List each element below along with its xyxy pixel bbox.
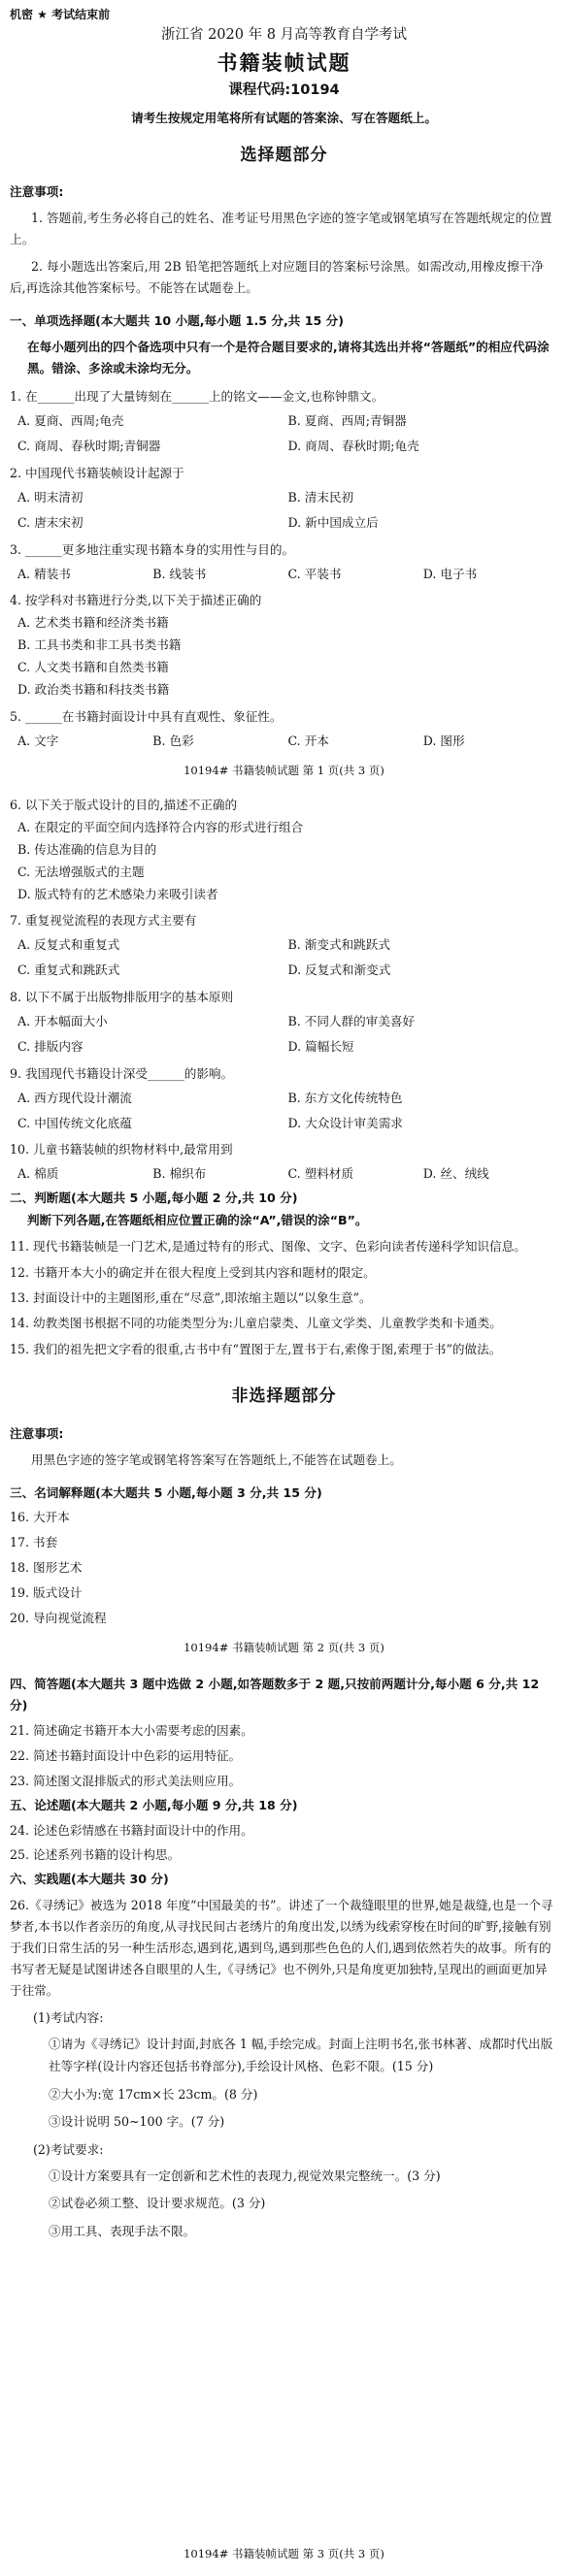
option-group bbox=[10, 1013, 558, 1057]
answer-option: B. 不同人群的审美喜好 bbox=[287, 1013, 416, 1028]
page-footer: 10194# 书籍装帧试题 第 3 页(共 3 页) bbox=[184, 2546, 384, 2560]
note-item: 用黑色字迹的签字笔或钢笔将答案写在答题纸上,不能答在试题卷上。 bbox=[31, 1451, 402, 1467]
answer-option: A. 西方现代设计潮流 bbox=[17, 1090, 132, 1105]
option-group bbox=[10, 1165, 558, 1184]
requirement-item: ③用工具、表现手法不限。 bbox=[49, 2224, 196, 2239]
answer-option: D. 图形 bbox=[422, 733, 465, 748]
answer-option: A. 夏商、西周;龟壳 bbox=[17, 413, 124, 429]
question bbox=[10, 912, 558, 980]
answer-option: A. 开本幅面大小 bbox=[17, 1013, 108, 1028]
question-stem: 5. ______在书籍封面设计中具有直观性、象征性。 bbox=[10, 708, 283, 724]
answer-option: D. 版式特有的艺术感染力来吸引读者 bbox=[17, 886, 218, 901]
answer-option: A. 明末清初 bbox=[17, 489, 84, 505]
term-item: 17. 书套 bbox=[10, 1535, 58, 1550]
requirement-item: ②试卷必须工整、设计要求规范。(3 分) bbox=[49, 2196, 266, 2211]
note-item: 2. 每小题选出答案后,用 2B 铅笔把答题纸上对应题目的答案标号涂黑。如需改动,用橡皮擦干净后,再选涂其他答案标号。不能答在试题卷上。 bbox=[10, 259, 544, 296]
tf-item: 14. 幼教类图书根据不同的功能类型分为:儿童启蒙类、儿童文学类、儿童教学类和卡通类。 bbox=[10, 1316, 502, 1331]
answer-option: B. 夏商、西周;青铜器 bbox=[287, 413, 407, 429]
requirement-item: ②大小为:宽 17cm×长 23cm。(8 分) bbox=[49, 2086, 258, 2102]
answer-option: D. 篇幅长短 bbox=[287, 1038, 354, 1054]
answer-option: A. 在限定的平面空间内选择符合内容的形式进行组合 bbox=[17, 819, 304, 834]
tf-item: 12. 书籍开本大小的确定并在很大程度上受到其内容和题材的限定。 bbox=[10, 1264, 376, 1280]
short-answer-item: 22. 简述书籍封面设计中色彩的运用特征。 bbox=[10, 1747, 242, 1763]
instruction: 请考生按规定用笔将所有试题的答案涂、写在答题纸上。 bbox=[131, 111, 437, 125]
section-heading-true-false: 二、判断题(本大题共 5 小题,每小题 2 分,共 10 分) bbox=[10, 1190, 298, 1206]
answer-option: C. 人文类书籍和自然类书籍 bbox=[17, 660, 169, 675]
part-title-non-choice: 非选择题部分 bbox=[231, 1386, 337, 1407]
question-stem: 6. 以下关于版式设计的目的,描述不正确的 bbox=[10, 797, 238, 812]
exam-title: 浙江省 2020 年 8 月高等教育自学考试 bbox=[160, 27, 408, 43]
question bbox=[10, 797, 558, 903]
answer-option: C. 重复式和跳跃式 bbox=[17, 962, 120, 978]
question-stem: 9. 我国现代书籍设计深受______的影响。 bbox=[10, 1065, 234, 1081]
answer-option: C. 中国传统文化底蕴 bbox=[17, 1115, 132, 1130]
question-stem: 7. 重复视觉流程的表现方式主要有 bbox=[10, 913, 197, 929]
notes-heading: 注意事项: bbox=[10, 184, 64, 200]
part-title-choice: 选择题部分 bbox=[240, 145, 328, 165]
answer-option: D. 政治类书籍和科技类书籍 bbox=[17, 682, 170, 698]
doc-title: 书籍装帧试题 bbox=[217, 50, 351, 75]
answer-option: C. 平装书 bbox=[287, 566, 342, 581]
answer-option: D. 丝、绒线 bbox=[422, 1166, 489, 1182]
answer-option: B. 线装书 bbox=[152, 566, 207, 581]
option-group bbox=[10, 733, 558, 751]
option-group bbox=[10, 614, 558, 700]
question bbox=[10, 708, 558, 751]
tf-item: 13. 封面设计中的主题图形,重在“尽意”,即浓缩主题以“以象生意”。 bbox=[10, 1289, 372, 1305]
answer-option: B. 传达准确的信息为目的 bbox=[17, 841, 157, 857]
answer-option: D. 新中国成立后 bbox=[287, 514, 379, 530]
question-stem: 3. ______更多地注重实现书籍本身的实用性与目的。 bbox=[10, 541, 295, 557]
answer-option: B. 色彩 bbox=[152, 733, 194, 748]
option-group bbox=[10, 566, 558, 584]
section-desc: 判断下列各题,在答题纸相应位置正确的涂“A”,错误的涂“B”。 bbox=[27, 1213, 368, 1228]
question bbox=[10, 592, 558, 699]
question bbox=[10, 388, 558, 456]
answer-option: C. 塑料材质 bbox=[287, 1166, 354, 1182]
answer-option: C. 唐末宋初 bbox=[17, 514, 84, 530]
option-group bbox=[10, 489, 558, 533]
section-heading-single-choice: 一、单项选择题(本大题共 10 小题,每小题 1.5 分,共 15 分) bbox=[10, 313, 345, 329]
requirement-item: ③设计说明 50~100 字。(7 分) bbox=[49, 2114, 225, 2130]
answer-option: A. 反复式和重复式 bbox=[17, 937, 120, 953]
answer-option: A. 精装书 bbox=[17, 566, 71, 581]
answer-option: C. 开本 bbox=[287, 733, 329, 748]
section-heading-short-answer: 四、简答题(本大题共 3 题中选做 2 小题,如答题数多于 2 题,只按前两题计分,每小题 6 分,共 12 分) bbox=[10, 1677, 540, 1712]
section-desc: 在每小题列出的四个备选项中只有一个是符合题目要求的,请将其选出并将“答题纸”的相应代码涂黑。错涂、多涂或未涂均无分。 bbox=[27, 340, 550, 376]
essay-item: 25. 论述系列书籍的设计构思。 bbox=[10, 1847, 181, 1863]
question bbox=[10, 1141, 558, 1184]
question bbox=[10, 541, 558, 584]
question-stem: 8. 以下不属于出版物排版用字的基本原则 bbox=[10, 990, 234, 1005]
term-item: 19. 版式设计 bbox=[10, 1585, 83, 1601]
essay-item: 24. 论述色彩情感在书籍封面设计中的作用。 bbox=[10, 1822, 253, 1838]
option-group bbox=[10, 412, 558, 456]
term-item: 16. 大开本 bbox=[10, 1510, 70, 1525]
requirement-item: ①设计方案要具有一定创新和艺术性的表现力,视觉效果完整统一。(3 分) bbox=[49, 2168, 441, 2183]
term-item: 18. 图形艺术 bbox=[10, 1560, 83, 1576]
question-stem: 2. 中国现代书籍装帧设计起源于 bbox=[10, 466, 184, 481]
answer-option: B. 渐变式和跳跃式 bbox=[287, 937, 390, 953]
answer-option: A. 艺术类书籍和经济类书籍 bbox=[17, 615, 169, 631]
section-heading-practice: 六、实践题(本大题共 30 分) bbox=[10, 1872, 169, 1887]
page-footer: 10194# 书籍装帧试题 第 2 页(共 3 页) bbox=[184, 1640, 384, 1654]
answer-option: B. 工具书类和非工具书类书籍 bbox=[17, 637, 182, 653]
question bbox=[10, 465, 558, 533]
answer-option: B. 东方文化传统特色 bbox=[287, 1090, 403, 1105]
requirement-heading: (1)考试内容: bbox=[33, 2010, 104, 2026]
answer-option: C. 排版内容 bbox=[17, 1038, 84, 1054]
practice-intro: 26.《寻绣记》被选为 2018 年度“中国最美的书”。讲述了一个裁缝眼里的世界,她是裁缝,也是一个寻梦者,本书以作者亲历的角度,从寻找民间古老绣片的角度出发,以绣为线索穿梭在时间的旷野,接触有别于我们日常生活的另一种生活形态,遇到花,遇到鸟,遇到那些色色的人们,遇到依然若失的故事。所有的书写者无疑是试图讲述各自眼里的人生,《寻绣记》也不例外,只是角度更加独特,呈现出的画面更加异于往常。 bbox=[10, 1898, 553, 1999]
answer-option: D. 反复式和渐变式 bbox=[287, 962, 391, 978]
question-stem: 1. 在______出现了大量铸刻在______上的铭文——金文,也称钟鼎文。 bbox=[10, 389, 384, 405]
answer-option: B. 棉织布 bbox=[152, 1166, 207, 1182]
option-group bbox=[10, 819, 558, 904]
short-answer-item: 23. 简述图文混排版式的形式美法则应用。 bbox=[10, 1773, 242, 1788]
answer-option: C. 无法增强版式的主题 bbox=[17, 864, 145, 879]
option-group bbox=[10, 1090, 558, 1133]
question-list bbox=[10, 388, 558, 750]
answer-option: D. 商周、春秋时期;龟壳 bbox=[287, 439, 419, 454]
note-item: 1. 答题前,考生务必将自己的姓名、准考证号用黑色字迹的签字笔或钢笔填写在答题纸规定的位置上。 bbox=[10, 211, 552, 247]
page-footer: 10194# 书籍装帧试题 第 1 页(共 3 页) bbox=[184, 763, 384, 777]
short-answer-item: 21. 简述确定书籍开本大小需要考虑的因素。 bbox=[10, 1723, 253, 1738]
requirement-item: ①请为《寻绣记》设计封面,封底各 1 幅,手绘完成。封面上注明书名,张书林著、成都时代出版社等字样(设计内容还包括书脊部分),手绘设计风格、色彩不限。(15 分) bbox=[49, 2037, 553, 2073]
tf-item: 15. 我们的祖先把文字看的很重,古书中有“置图于左,置书于右,索像于图,索理于书”的做法。 bbox=[10, 1341, 502, 1356]
confidential-mark: 机密 ★ 考试结束前 bbox=[10, 8, 111, 21]
answer-option: A. 文字 bbox=[17, 733, 59, 748]
answer-option: D. 大众设计审美需求 bbox=[287, 1115, 403, 1130]
question-stem: 10. 儿童书籍装帧的织物材料中,最常用到 bbox=[10, 1142, 233, 1158]
section-heading-essay: 五、论述题(本大题共 2 小题,每小题 9 分,共 18 分) bbox=[10, 1797, 298, 1812]
tf-item: 11. 现代书籍装帧是一门艺术,是通过特有的形式、图像、文字、色彩向读者传递科学知识信息。 bbox=[10, 1239, 526, 1255]
answer-option: B. 清末民初 bbox=[287, 489, 354, 505]
option-group bbox=[10, 936, 558, 980]
section-heading-term: 三、名词解释题(本大题共 5 小题,每小题 3 分,共 15 分) bbox=[10, 1484, 322, 1500]
question-stem: 4. 按学科对书籍进行分类,以下关于描述正确的 bbox=[10, 593, 262, 608]
notes-heading: 注意事项: bbox=[10, 1425, 64, 1441]
answer-option: C. 商周、春秋时期;青铜器 bbox=[17, 439, 161, 454]
term-item: 20. 导向视觉流程 bbox=[10, 1611, 107, 1626]
requirement-heading: (2)考试要求: bbox=[33, 2141, 104, 2157]
answer-option: D. 电子书 bbox=[422, 566, 478, 581]
answer-option: A. 棉质 bbox=[17, 1166, 59, 1182]
question bbox=[10, 989, 558, 1057]
question-list bbox=[10, 797, 558, 1184]
question bbox=[10, 1065, 558, 1133]
course-code: 课程代码:10194 bbox=[228, 82, 340, 99]
